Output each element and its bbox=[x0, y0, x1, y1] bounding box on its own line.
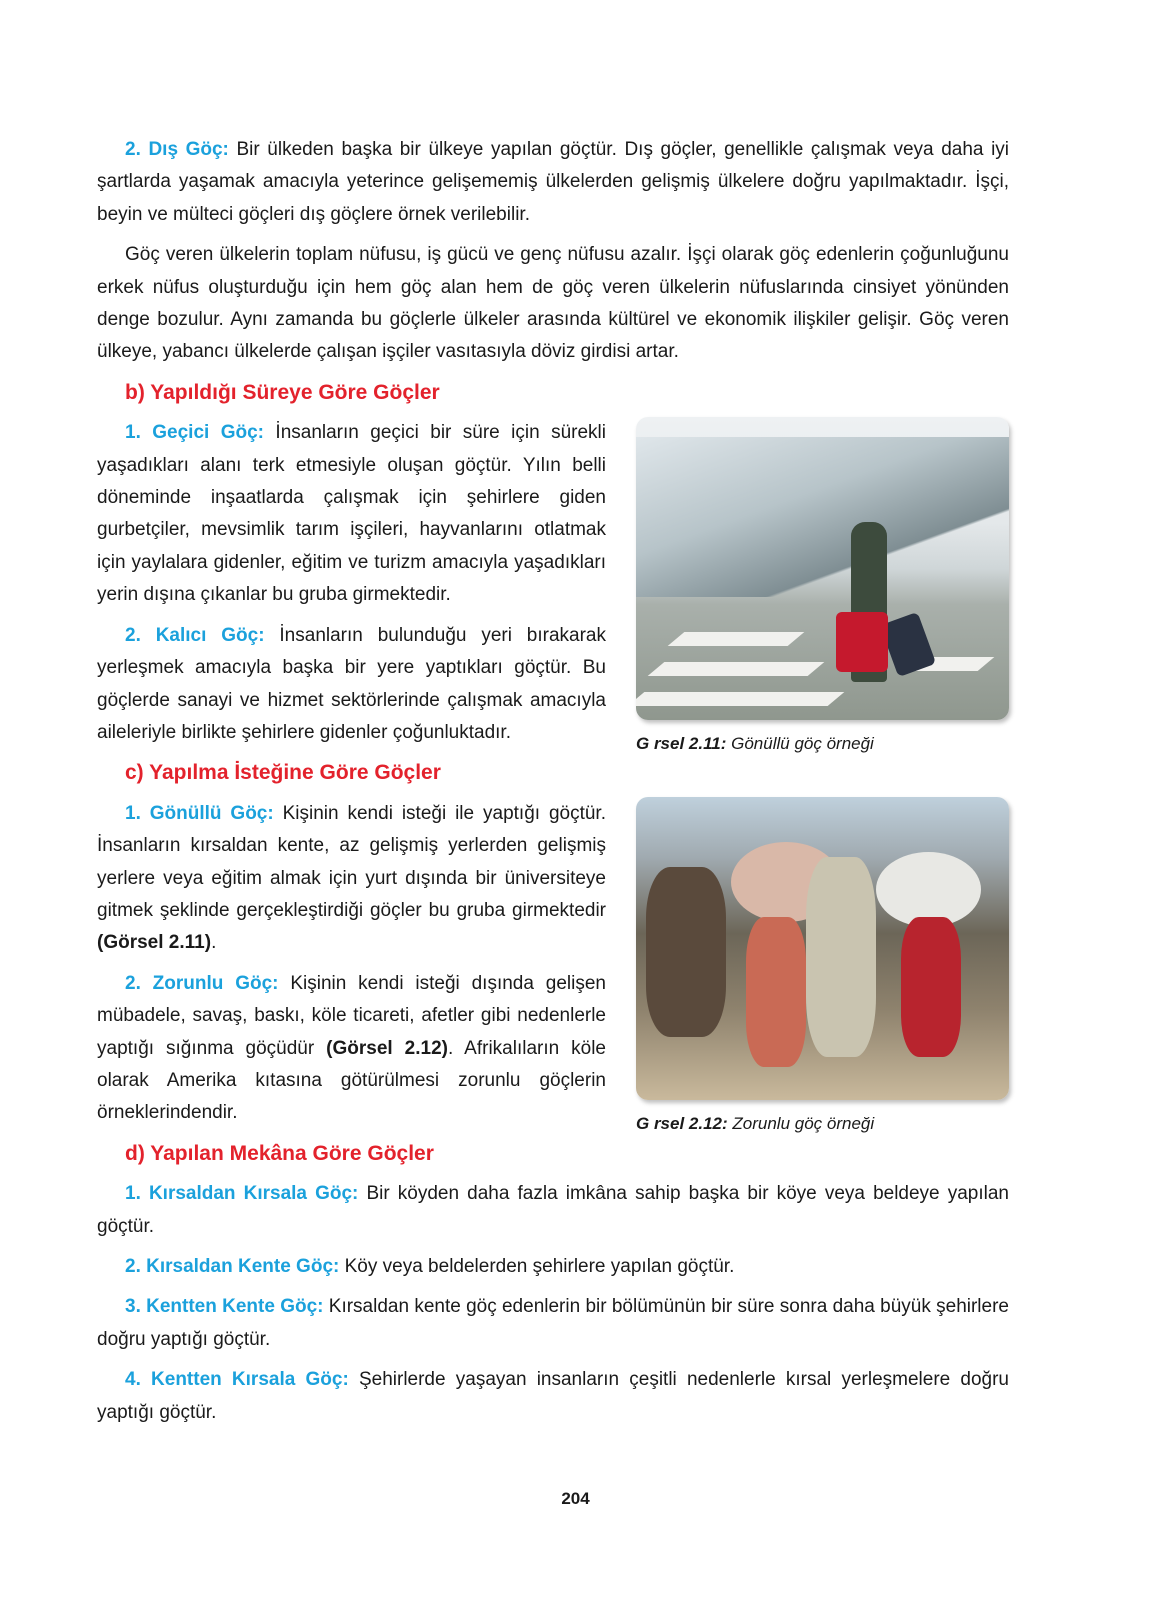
term-label: 1. Gönüllü Göç: bbox=[125, 802, 274, 824]
paragraph-gonullu bbox=[97, 798, 606, 960]
heading-d: d) Yapılan Mekâna Göre Göçler bbox=[125, 1141, 434, 1165]
heading-b: b) Yapıldığı Süreye Göre Göçler bbox=[125, 380, 440, 404]
paragraph-dis-goc bbox=[97, 134, 1009, 231]
page-number: 204 bbox=[561, 1489, 590, 1508]
term-label: 1. Geçici Göç: bbox=[125, 422, 264, 444]
figure-reference: (Görsel 2.12) bbox=[326, 1037, 448, 1059]
paragraph-mekan-3 bbox=[97, 1291, 1009, 1356]
paragraph-text: Kırsaldan kente göç edenlerin bir bölümünün bir süre sonra daha büyük şehirlere doğru yaptığı göçtür. bbox=[97, 1296, 1009, 1350]
paragraph-kalici bbox=[97, 620, 606, 750]
page-content bbox=[97, 134, 1009, 1437]
left-column bbox=[97, 417, 606, 1130]
paragraph-mekan-1 bbox=[97, 1178, 1009, 1243]
caption-label: G rsel 2.11: bbox=[636, 734, 727, 754]
paragraph-text: Kişinin kendi isteği dışında gelişen mübadele, savaş, baskı, köle ticareti, afetler gibi nedenlerle yaptığı sığınma göçüdür bbox=[97, 972, 606, 1059]
term-label: 2. Kırsaldan Kente Göç: bbox=[125, 1256, 340, 1277]
caption-text: Zorunlu göç örneği bbox=[727, 1114, 875, 1134]
paragraph-text: Bir ülkeden başka bir ülkeye yapılan göçtür. Dış göçler, genellikle çalışmak veya daha iyi şartlarda yaşamak amacıyla yeterince gelişememiş ülkelerden gelişmiş ülkelere doğru yapılmaktadır. İşçi, beyin ve mülteci göçleri dış göçlere örnek verilebilir. bbox=[97, 139, 1010, 225]
term-label: 2. Zorunlu Göç: bbox=[125, 972, 279, 994]
figure-2-12 bbox=[636, 797, 1009, 1140]
paragraph-text: İnsanların bulunduğu yeri bırakarak yerleşmek amacıyla başka bir yere yaptıkları göçtür. Bu göçlerde sanayi ve hizmet sektörlerinde çalışmak amacıyla aileleriyle birlikte şehirlere gidenler çoğunluktadır. bbox=[97, 624, 606, 743]
paragraph-text: . bbox=[211, 932, 217, 954]
paragraph-text: İnsanların geçici bir süre için sürekli yaşadıkları alanı terk etmesiyle oluşan göçtür. Yılın belli döneminde inşaatlarda çalışmak için şehirlere giden gurbetçiler, mevsimlik tarım işçileri, hayvanlarını otlatmak için yaylalara gidenler, eğitim ve turizm amacıyla yaşadıkları yerin dışına çıkanlar bu gruba girmektedir. bbox=[97, 422, 606, 606]
caption-text: Gönüllü göç örneği bbox=[726, 734, 874, 754]
term-label: 1. Kırsaldan Kırsala Göç: bbox=[125, 1183, 359, 1205]
term-label: 2. Dış Göç: bbox=[125, 139, 229, 160]
paragraph-gecici bbox=[97, 417, 606, 611]
figure-caption bbox=[636, 1108, 1009, 1140]
paragraph-dis-goc-effects: Göç veren ülkelerin toplam nüfusu, iş gücü ve genç nüfusu azalır. İşçi olarak göç edenlerin çoğunluğunu erkek nüfus oluşturduğu için hem göç alan hem de göç veren ülkelerin nüfuslarında cinsiyet yönünden denge bozulur. Aynı zamanda bu göçlerle ülkeler arasında kültürel ve ekonomik ilişkiler gelişir. Göç veren ülkeye, yabancı ülkelerde çalışan işçiler vasıtasıyla döviz girdisi artar. bbox=[97, 244, 1009, 363]
figure-2-11 bbox=[636, 417, 1009, 760]
two-column-section bbox=[97, 417, 1009, 1134]
paragraph-text: Kişinin kendi isteği ile yaptığı göçtür. İnsanların kırsaldan kente, az gelişmiş yerlerden gelişmiş yerlere veya eğitim almak için yurt dışında bir üniversiteye gitmek şeklinde gerçekleştirdiği göçler bu gruba girmektedir bbox=[97, 802, 606, 921]
paragraph-mekan-4 bbox=[97, 1364, 1009, 1429]
term-label: 3. Kentten Kente Göç: bbox=[125, 1296, 324, 1318]
photo-refugees bbox=[636, 797, 1009, 1100]
heading-c: c) Yapılma İsteğine Göre Göçler bbox=[125, 761, 441, 785]
figure-caption bbox=[636, 728, 1009, 760]
term-label: 4. Kentten Kırsala Göç: bbox=[125, 1369, 349, 1391]
caption-label: G rsel 2.12: bbox=[636, 1114, 728, 1134]
paragraph-text: . Afrikalıların köle olarak Amerika kıtasına götürülmesi zorunlu göçlerin örneklerindendir. bbox=[97, 1037, 607, 1124]
paragraph-text: Köy veya beldelerden şehirlere yapılan göçtür. bbox=[339, 1256, 735, 1277]
figure-reference: (Görsel 2.11) bbox=[97, 932, 212, 954]
paragraph-zorunlu bbox=[97, 968, 606, 1130]
term-label: 2. Kalıcı Göç: bbox=[125, 624, 265, 646]
paragraph-mekan-2 bbox=[97, 1251, 1009, 1283]
paragraph-text: Şehirlerde yaşayan insanların çeşitli nedenlerle kırsal yerleşmelere doğru yaptığı göçtür. bbox=[97, 1369, 1009, 1423]
photo-airport-traveler bbox=[636, 417, 1009, 720]
paragraph-text: Bir köyden daha fazla imkâna sahip başka bir köye veya beldeye yapılan göçtür. bbox=[97, 1183, 1009, 1237]
